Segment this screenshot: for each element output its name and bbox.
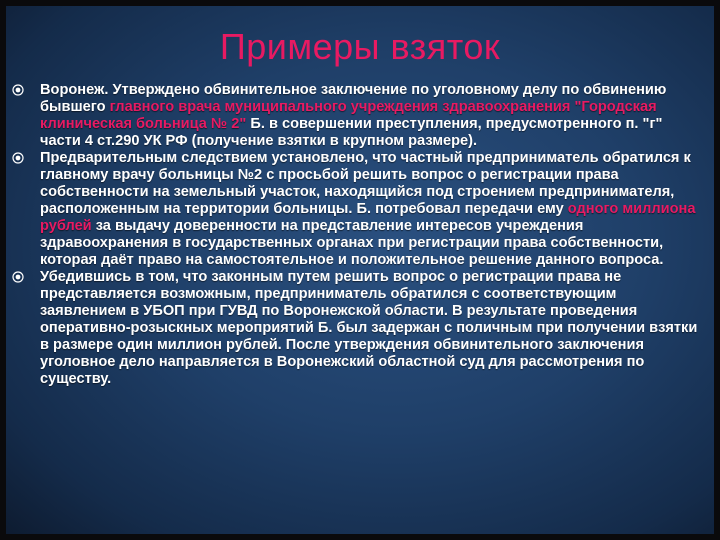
bullet-text: Воронеж. Утверждено обвинительное заключение по уголовному делу по обвинению бывшего xyxy=(40,82,667,115)
bullet-text: Предварительным следствием установлено, что частный предприниматель обратился к главному врачу больницы №2 с просьбой решить вопрос о регистрации права собственности на земельный участок, находящийся под строением предпринимателя, расположенным на территории больницы. Б. потребовал передачи ему xyxy=(40,150,691,217)
circle-dot-icon xyxy=(12,84,24,96)
bullet-text: за выдачу доверенности на представление интересов учреждения здравоохранения в государственных органах при регистрации права собственности, которая даёт право на самостоятельное и положительное решение данного вопроса. xyxy=(40,218,664,268)
circle-dot-icon xyxy=(12,271,24,283)
highlight-text: главного врача муниципального учреждения здравоохранения "Городская клиническая больница № 2" xyxy=(40,99,657,132)
bullet-item xyxy=(10,269,705,388)
bullet-text: Убедившись в том, что законным путем решить вопрос о регистрации права не представляется возможным, предприниматель обратился с соответствующим заявлением в УБОП при ГУВД по Воронежской области. В результате проведения оперативно-розыскных мероприятий Б. был задержан с поличным при получении взятки в размере один миллион рублей. После утверждения обвинительного заключения уголовное дело направляется в Воронежский областной суд для рассмотрения по существу. xyxy=(40,269,698,387)
highlight-text: одного миллиона рублей xyxy=(40,201,696,234)
bullet-text: Б. в совершении преступления, предусмотренного п. "г" части 4 ст.290 УК РФ (получение взятки в крупном размере). xyxy=(40,116,663,149)
bullet-item xyxy=(10,82,705,150)
circle-dot-icon xyxy=(12,152,24,164)
bullet-item xyxy=(10,150,705,269)
slide-title: Примеры взяток xyxy=(219,26,501,67)
bullet-list xyxy=(10,82,705,388)
